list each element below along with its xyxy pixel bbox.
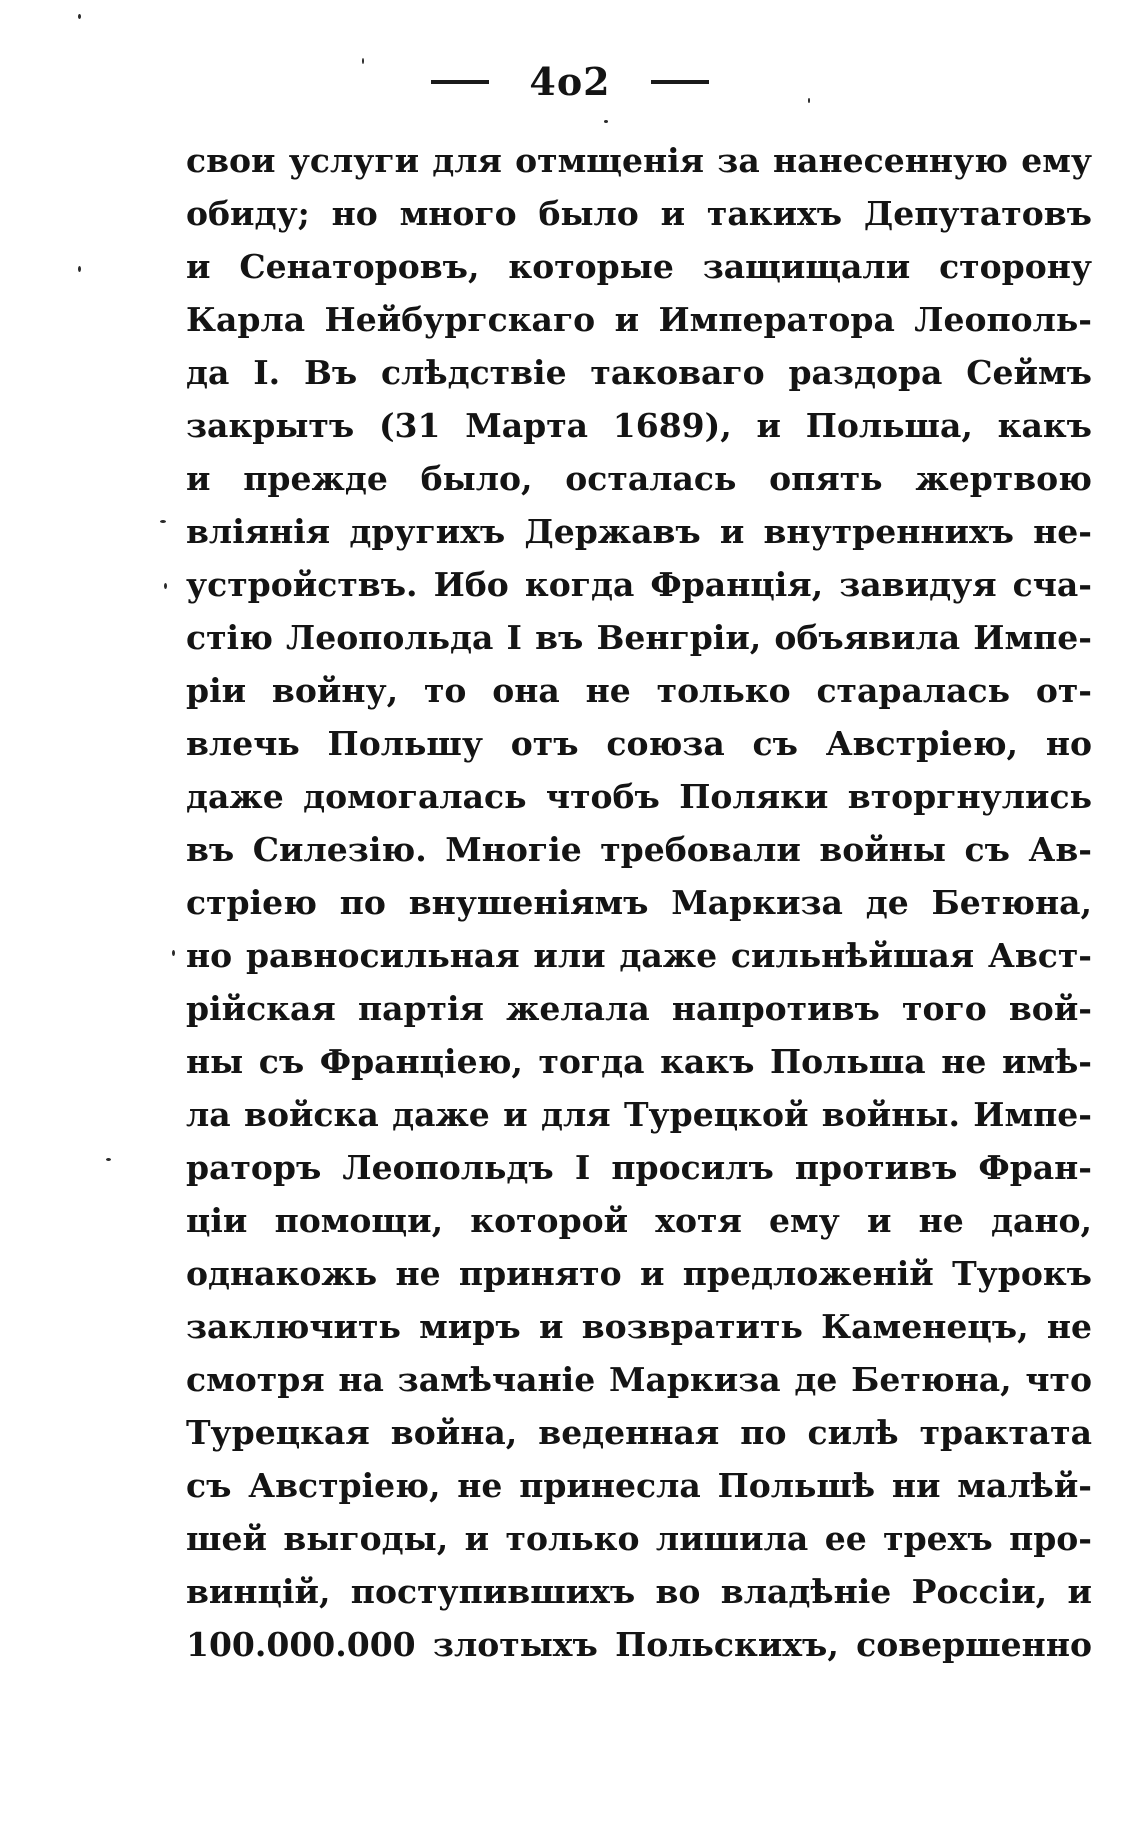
scan-speck (604, 120, 608, 123)
header-dash-right (651, 80, 709, 84)
body-text (186, 134, 1092, 1671)
text-line: да I. Въ слѣдствіе таковаго раздора Сеймъ (186, 353, 1092, 392)
text-line: свои услуги для отмщенія за нанесенную ему (186, 141, 1092, 180)
text-line: Карла Нейбургскаго и Императора Леополь- (186, 300, 1092, 339)
text-line: обиду; но много было и такихъ Депутатовъ (186, 194, 1092, 233)
text-line: шей выгоды, и только лишила ее трехъ про- (186, 1519, 1092, 1558)
header-dash-left (431, 80, 489, 84)
text-line: даже домогалась чтобъ Поляки вторгнулись (186, 777, 1092, 816)
scan-speck (78, 266, 81, 272)
text-line: винцій, поступившихъ во владѣніе Россіи, и (186, 1572, 1092, 1611)
text-line: стію Леопольда I въ Венгріи, объявила Импе- (186, 618, 1092, 657)
text-line: ціи помощи, которой хотя ему и не дано, (186, 1201, 1092, 1240)
text-line: закрытъ (31 Марта 1689), и Польша, какъ (186, 406, 1092, 445)
text-line: заключить миръ и возвратить Каменецъ, не (186, 1307, 1092, 1346)
scan-speck (164, 583, 167, 589)
page-header (0, 48, 1140, 112)
text-line: въ Силезію. Многіе требовали войны съ Ав- (186, 830, 1092, 869)
text-line: устройствъ. Ибо когда Франція, завидуя сча- (186, 565, 1092, 604)
text-line: вліянія другихъ Державъ и внутреннихъ не- (186, 512, 1092, 551)
text-line: но равносильная или даже сильнѣйшая Авст- (186, 936, 1092, 975)
text-line: однакожь не принято и предложеній Турокъ (186, 1254, 1092, 1293)
text-line: ріи войну, то она не только старалась от- (186, 671, 1092, 710)
scan-speck (160, 520, 166, 523)
scan-speck (106, 1158, 111, 1161)
scan-speck (172, 950, 175, 956)
text-line: Турецкая война, веденная по силѣ трактата (186, 1413, 1092, 1452)
text-line: ла войска даже и для Турецкой войны. Импе- (186, 1095, 1092, 1134)
page-number: 4o2 (529, 58, 611, 104)
text-line: и прежде было, осталась опять жертвою (186, 459, 1092, 498)
text-line: влечь Польшу отъ союза съ Австріею, но (186, 724, 1092, 763)
text-line: и Сенаторовъ, которые защищали сторону (186, 247, 1092, 286)
text-line: съ Австріею, не принесла Польшѣ ни малѣй- (186, 1466, 1092, 1505)
text-line: смотря на замѣчаніе Маркиза де Бетюна, что (186, 1360, 1092, 1399)
text-line: стріею по внушеніямъ Маркиза де Бетюна, (186, 883, 1092, 922)
text-line: 100.000.000 злотыхъ Польскихъ, совершенно (186, 1625, 1092, 1664)
scan-speck (78, 14, 81, 19)
text-line: раторъ Леопольдъ I просилъ противъ Фран- (186, 1148, 1092, 1187)
scan-speck (362, 58, 364, 64)
text-line: рійская партія желала напротивъ того вой- (186, 989, 1092, 1028)
scan-speck (808, 98, 810, 103)
text-line: ны съ Франціею, тогда какъ Польша не имѣ- (186, 1042, 1092, 1081)
